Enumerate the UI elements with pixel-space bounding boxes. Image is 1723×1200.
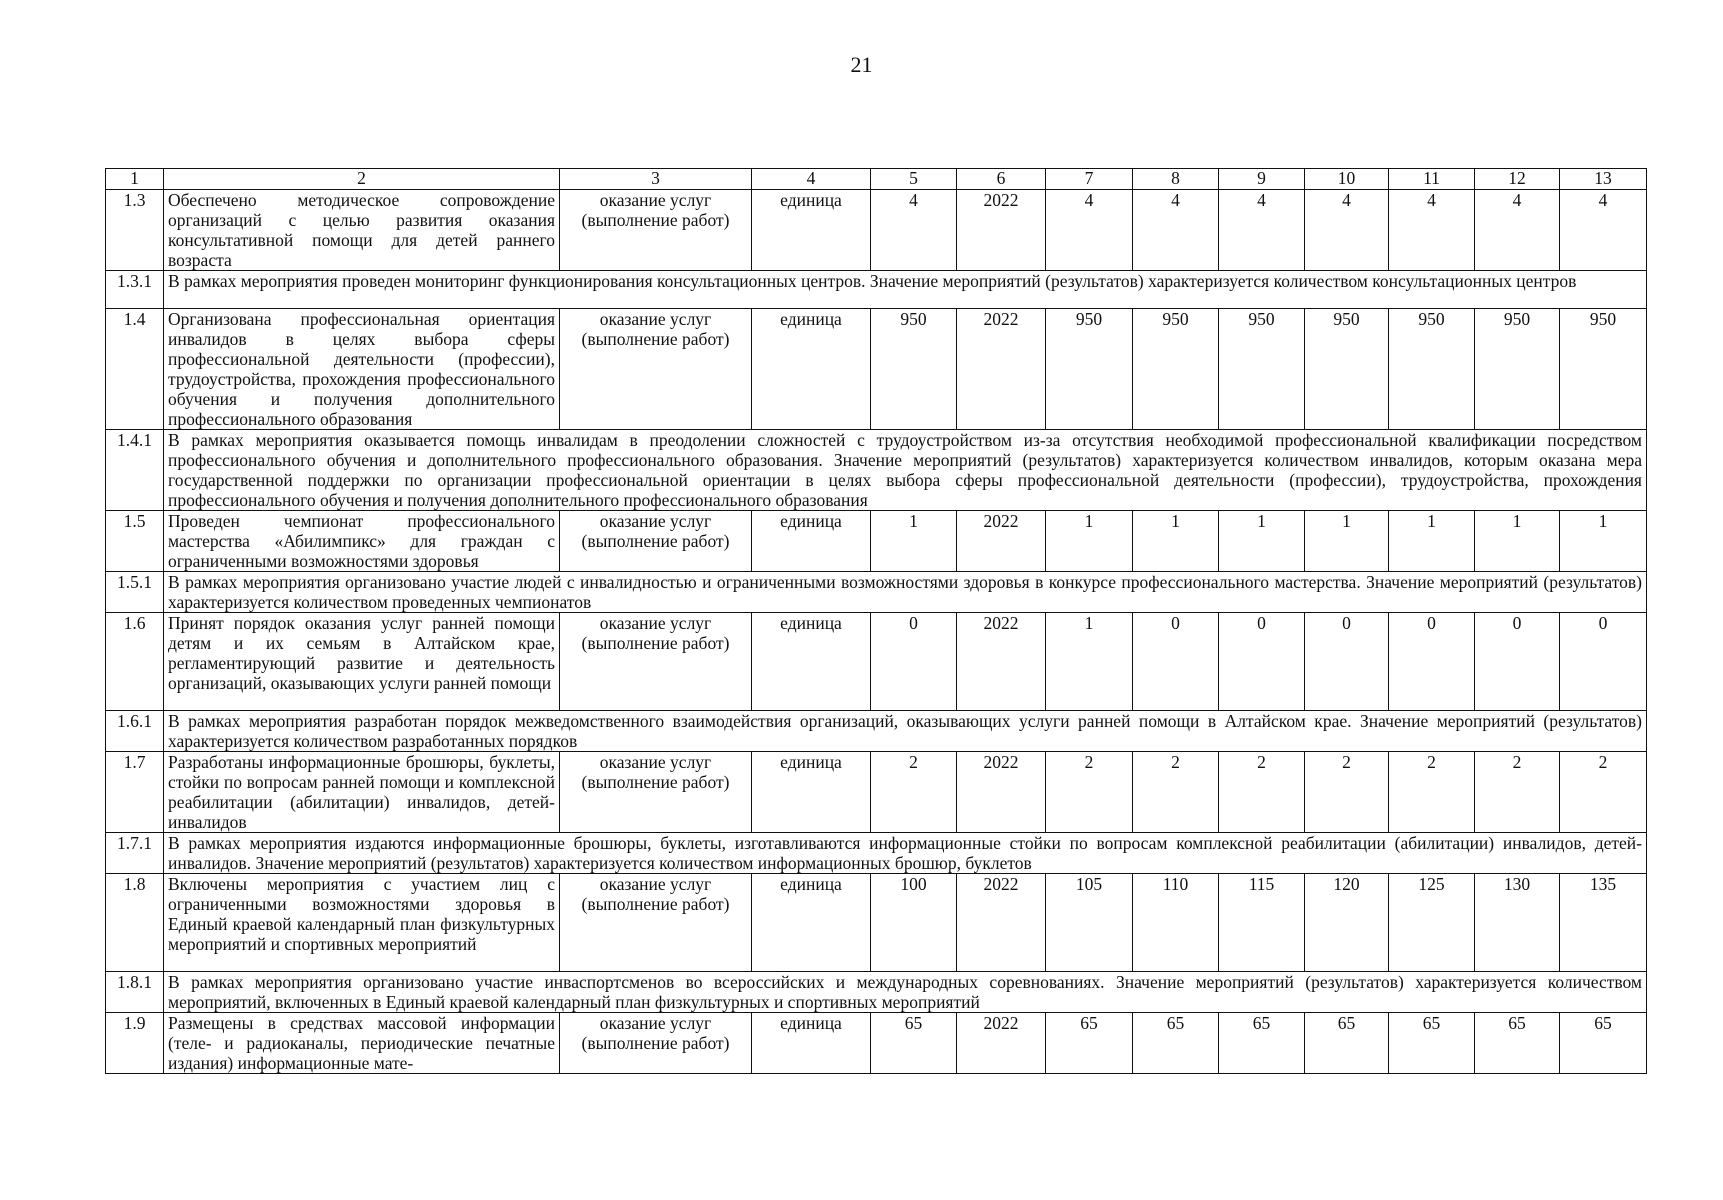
description-text: В рамках мероприятия организовано участие инваспортсменов во всероссийских и международных соревнованиях. Значение мероприятий (результатов) характеризуется количеством мероприятий, включенных в Единый краевой календарный план физкультурных и спортивных мероприятий (164, 972, 1647, 1013)
description-row (106, 833, 1647, 874)
target-value: 1 (1305, 511, 1389, 572)
indicator-row (106, 190, 1647, 271)
indicator-name: Разработаны информационные брошюры, буклеты, стойки по вопросам ранней помощи и комплексной реабилитации (абилитации) инвалидов, детей-инвалидов (164, 752, 560, 833)
table-body (106, 169, 1647, 1074)
indicator-type: оказание услуг (выполнение работ) (560, 613, 752, 711)
indicator-name: Принят порядок оказания услуг ранней помощи детям и их семьям в Алтайском крае, регламентирующий развитие и деятельность организаций, оказывающих услуги ранней помощи (164, 613, 560, 711)
column-number: 6 (957, 169, 1046, 190)
column-number: 10 (1305, 169, 1389, 190)
indicator-name: Проведен чемпионат профессионального мастерства «Абилимпикс» для граждан с ограниченными возможностями здоровья (164, 511, 560, 572)
target-value: 4 (1219, 190, 1305, 271)
row-number: 1.8 (106, 874, 164, 972)
unit-of-measure: единица (752, 752, 871, 833)
column-number: 2 (164, 169, 560, 190)
indicator-type: оказание услуг (выполнение работ) (560, 511, 752, 572)
target-value: 1 (1475, 511, 1560, 572)
target-value: 2 (1305, 752, 1389, 833)
row-number: 1.4.1 (106, 430, 164, 511)
indicator-row (106, 874, 1647, 972)
base-year: 2022 (957, 1013, 1046, 1074)
indicator-name: Включены мероприятия с участием лиц с ограниченными возможностями здоровья в Единый краевой календарный план физкультурных мероприятий и спортивных мероприятий (164, 874, 560, 972)
target-value: 2 (1046, 752, 1133, 833)
target-value: 1 (1046, 613, 1133, 711)
target-value: 0 (1389, 613, 1475, 711)
description-row (106, 972, 1647, 1013)
target-value: 950 (1133, 309, 1219, 430)
target-value: 110 (1133, 874, 1219, 972)
column-number-row (106, 169, 1647, 190)
row-number: 1.6 (106, 613, 164, 711)
description-row (106, 572, 1647, 613)
target-value: 1 (1560, 511, 1647, 572)
column-number: 3 (560, 169, 752, 190)
indicator-type: оказание услуг (выполнение работ) (560, 309, 752, 430)
description-text: В рамках мероприятия проведен мониторинг функционирования консультационных центров. Значение мероприятий (результатов) характеризуется количеством консультационных центров (164, 271, 1647, 309)
row-number: 1.6.1 (106, 711, 164, 752)
row-number: 1.7 (106, 752, 164, 833)
target-value: 2 (1219, 752, 1305, 833)
base-year: 2022 (957, 874, 1046, 972)
row-number: 1.3 (106, 190, 164, 271)
column-number: 5 (871, 169, 957, 190)
target-value: 65 (1046, 1013, 1133, 1074)
row-number: 1.8.1 (106, 972, 164, 1013)
target-value: 0 (1219, 613, 1305, 711)
unit-of-measure: единица (752, 874, 871, 972)
target-value: 2 (1560, 752, 1647, 833)
description-text: В рамках мероприятия оказывается помощь инвалидам в преодолении сложностей с трудоустройством из-за отсутствия необходимой профессиональной квалификации посредством профессионального обучения и дополнительного профессионального образования. Значение мероприятий (результатов) характеризуется количеством инвалидов, которым оказана мера государственной поддержки по организации профессиональной ориентации в целях выбора сферы профессиональной деятельности (профессии), трудоустройства, прохождения профессионального обучения и получения дополнительного профессионального образования (164, 430, 1647, 511)
row-number: 1.4 (106, 309, 164, 430)
base-value: 1 (871, 511, 957, 572)
target-value: 2 (1389, 752, 1475, 833)
target-value: 950 (1046, 309, 1133, 430)
column-number: 4 (752, 169, 871, 190)
target-value: 0 (1560, 613, 1647, 711)
unit-of-measure: единица (752, 309, 871, 430)
indicator-row (106, 1013, 1647, 1074)
target-value: 65 (1560, 1013, 1647, 1074)
base-year: 2022 (957, 190, 1046, 271)
target-value: 65 (1219, 1013, 1305, 1074)
unit-of-measure: единица (752, 190, 871, 271)
target-value: 65 (1389, 1013, 1475, 1074)
base-year: 2022 (957, 309, 1046, 430)
unit-of-measure: единица (752, 1013, 871, 1074)
row-number: 1.5.1 (106, 572, 164, 613)
target-value: 4 (1389, 190, 1475, 271)
indicator-type: оказание услуг (выполнение работ) (560, 190, 752, 271)
unit-of-measure: единица (752, 613, 871, 711)
target-value: 135 (1560, 874, 1647, 972)
target-value: 4 (1560, 190, 1647, 271)
row-number: 1.3.1 (106, 271, 164, 309)
indicator-name: Организована профессиональная ориентация инвалидов в целях выбора сферы профессиональной деятельности (профессии), трудоустройства, прохождения профессионального обучения и получения дополнительного профессионального образования (164, 309, 560, 430)
indicator-row (106, 511, 1647, 572)
base-value: 65 (871, 1013, 957, 1074)
indicator-name: Обеспечено методическое сопровождение организаций с целью развития оказания консультативной помощи для детей раннего возраста (164, 190, 560, 271)
page-number: 21 (850, 52, 873, 77)
target-value: 950 (1219, 309, 1305, 430)
column-number: 1 (106, 169, 164, 190)
target-value: 65 (1305, 1013, 1389, 1074)
base-year: 2022 (957, 511, 1046, 572)
target-value: 1 (1389, 511, 1475, 572)
base-value: 950 (871, 309, 957, 430)
indicator-name: Размещены в средствах массовой информации (теле- и радиоканалы, периодические печатные издания) информационные мате- (164, 1013, 560, 1074)
base-value: 0 (871, 613, 957, 711)
base-year: 2022 (957, 613, 1046, 711)
target-value: 120 (1305, 874, 1389, 972)
column-number: 12 (1475, 169, 1560, 190)
target-value: 0 (1475, 613, 1560, 711)
indicator-row (106, 613, 1647, 711)
column-number: 9 (1219, 169, 1305, 190)
target-value: 950 (1305, 309, 1389, 430)
row-number: 1.5 (106, 511, 164, 572)
column-number: 13 (1560, 169, 1647, 190)
target-value: 2 (1475, 752, 1560, 833)
target-value: 950 (1389, 309, 1475, 430)
indicator-row (106, 752, 1647, 833)
target-value: 1 (1046, 511, 1133, 572)
target-value: 65 (1475, 1013, 1560, 1074)
base-value: 4 (871, 190, 957, 271)
target-value: 105 (1046, 874, 1133, 972)
target-value: 950 (1475, 309, 1560, 430)
base-value: 100 (871, 874, 957, 972)
target-value: 115 (1219, 874, 1305, 972)
description-row (106, 711, 1647, 752)
target-value: 1 (1219, 511, 1305, 572)
indicator-type: оказание услуг (выполнение работ) (560, 874, 752, 972)
column-number: 11 (1389, 169, 1475, 190)
target-value: 950 (1560, 309, 1647, 430)
description-row (106, 271, 1647, 309)
row-number: 1.9 (106, 1013, 164, 1074)
base-value: 2 (871, 752, 957, 833)
target-value: 1 (1133, 511, 1219, 572)
target-value: 125 (1389, 874, 1475, 972)
target-value: 65 (1133, 1013, 1219, 1074)
target-value: 4 (1046, 190, 1133, 271)
indicator-type: оказание услуг (выполнение работ) (560, 1013, 752, 1074)
target-value: 4 (1133, 190, 1219, 271)
unit-of-measure: единица (752, 511, 871, 572)
description-row (106, 430, 1647, 511)
column-number: 8 (1133, 169, 1219, 190)
column-number: 7 (1046, 169, 1133, 190)
row-number: 1.7.1 (106, 833, 164, 874)
indicator-type: оказание услуг (выполнение работ) (560, 752, 752, 833)
target-value: 0 (1133, 613, 1219, 711)
description-text: В рамках мероприятия разработан порядок межведомственного взаимодействия организаций, оказывающих услуги ранней помощи в Алтайском крае. Значение мероприятий (результатов) характеризуется количеством разработанных порядков (164, 711, 1647, 752)
description-text: В рамках мероприятия издаются информационные брошюры, буклеты, изготавливаются информационные стойки по вопросам комплексной реабилитации (абилитации) инвалидов, детей-инвалидов. Значение мероприятий (результатов) характеризуется количеством информационных брошюр, буклетов (164, 833, 1647, 874)
target-value: 0 (1305, 613, 1389, 711)
indicators-table (105, 168, 1647, 1074)
indicator-row (106, 309, 1647, 430)
description-text: В рамках мероприятия организовано участие людей с инвалидностью и ограниченными возможностями здоровья в конкурсе профессионального мастерства. Значение мероприятий (результатов) характеризуется количеством проведенных чемпионатов (164, 572, 1647, 613)
target-value: 4 (1305, 190, 1389, 271)
target-value: 2 (1133, 752, 1219, 833)
target-value: 4 (1475, 190, 1560, 271)
target-value: 130 (1475, 874, 1560, 972)
base-year: 2022 (957, 752, 1046, 833)
